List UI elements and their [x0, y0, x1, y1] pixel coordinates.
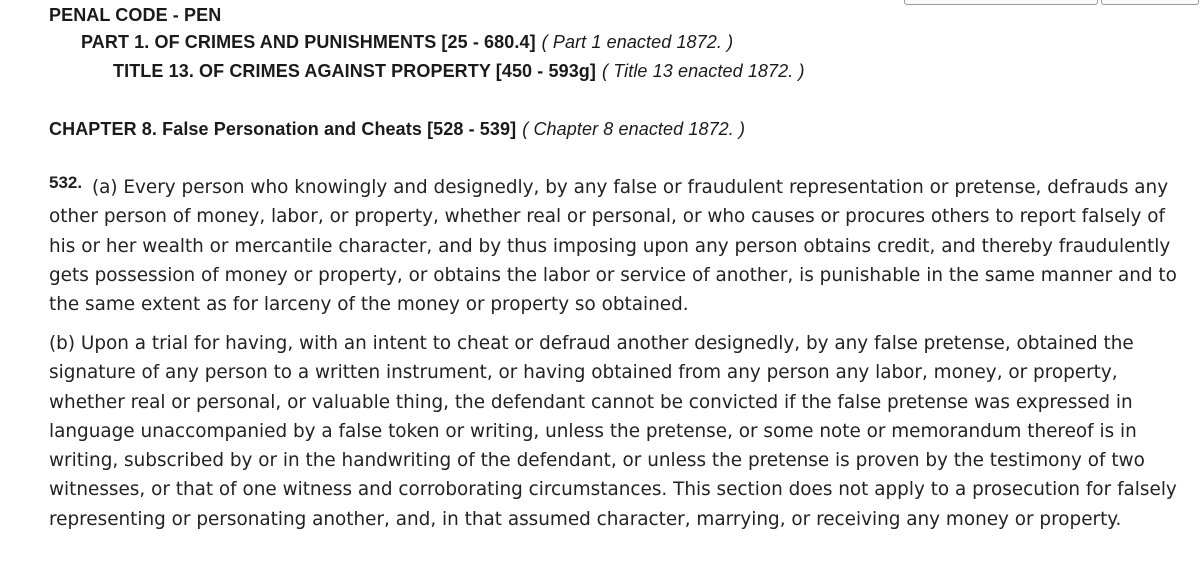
section-number: 532.: [49, 173, 83, 192]
chapter-enacted-note: ( Chapter 8 enacted 1872. ): [522, 119, 746, 139]
chapter-heading: [49, 119, 745, 140]
toolbar-button[interactable]: [904, 0, 1098, 5]
title-enacted-note: ( Title 13 enacted 1872. ): [602, 61, 805, 81]
title-heading-text: TITLE 13. OF CRIMES AGAINST PROPERTY [450 - 593g]: [113, 61, 596, 81]
section-subdivision-b: [49, 329, 1189, 534]
title-heading: [113, 61, 805, 82]
subdivision-b-text: (b) Upon a trial for having, with an intent to cheat or defraud another designedly, by any false pretense, obtained the signature of any person to a written instrument, or having obtained from any person any labor, money, or property, whether real or personal, or valuable thing, the defendant cannot be convicted if the false pretense was expressed in language unaccompanied by a false token or writing, unless the pretense, or some note or memorandum thereof is in writing, subscribed by or in the handwriting of the defendant, or unless the pretense is proven by the testimony of two witnesses, or that of one witness and corroborating circumstances. This section does not apply to a prosecution for falsely representing or personating another, and, in that assumed character, marrying, or receiving any money or property.: [49, 333, 1177, 530]
part-enacted-note: ( Part 1 enacted 1872. ): [541, 32, 734, 52]
part-heading-text: PART 1. OF CRIMES AND PUNISHMENTS [25 - 680.4]: [81, 32, 536, 52]
section-subdivision-a: [49, 173, 1189, 319]
code-heading-text: PENAL CODE - PEN: [49, 5, 222, 25]
toolbar-button[interactable]: [1101, 0, 1199, 5]
chapter-heading-text: CHAPTER 8. False Personation and Cheats [528 - 539]: [49, 119, 517, 139]
top-controls: [904, 0, 1199, 5]
code-heading: [49, 5, 221, 26]
subdivision-a-text: (a) Every person who knowingly and designedly, by any false or fraudulent representation or pretense, defrauds any other person of money, labor, or property, whether real or personal, or who causes or procures others to report falsely of his or her wealth or mercantile character, and by thus imposing upon any person obtains credit, and thereby fraudulently gets possession of money or property, or obtains the labor or service of another, is punishable in the same manner and to the same extent as for larceny of the money or property so obtained.: [49, 177, 1177, 316]
part-heading: [81, 32, 733, 53]
